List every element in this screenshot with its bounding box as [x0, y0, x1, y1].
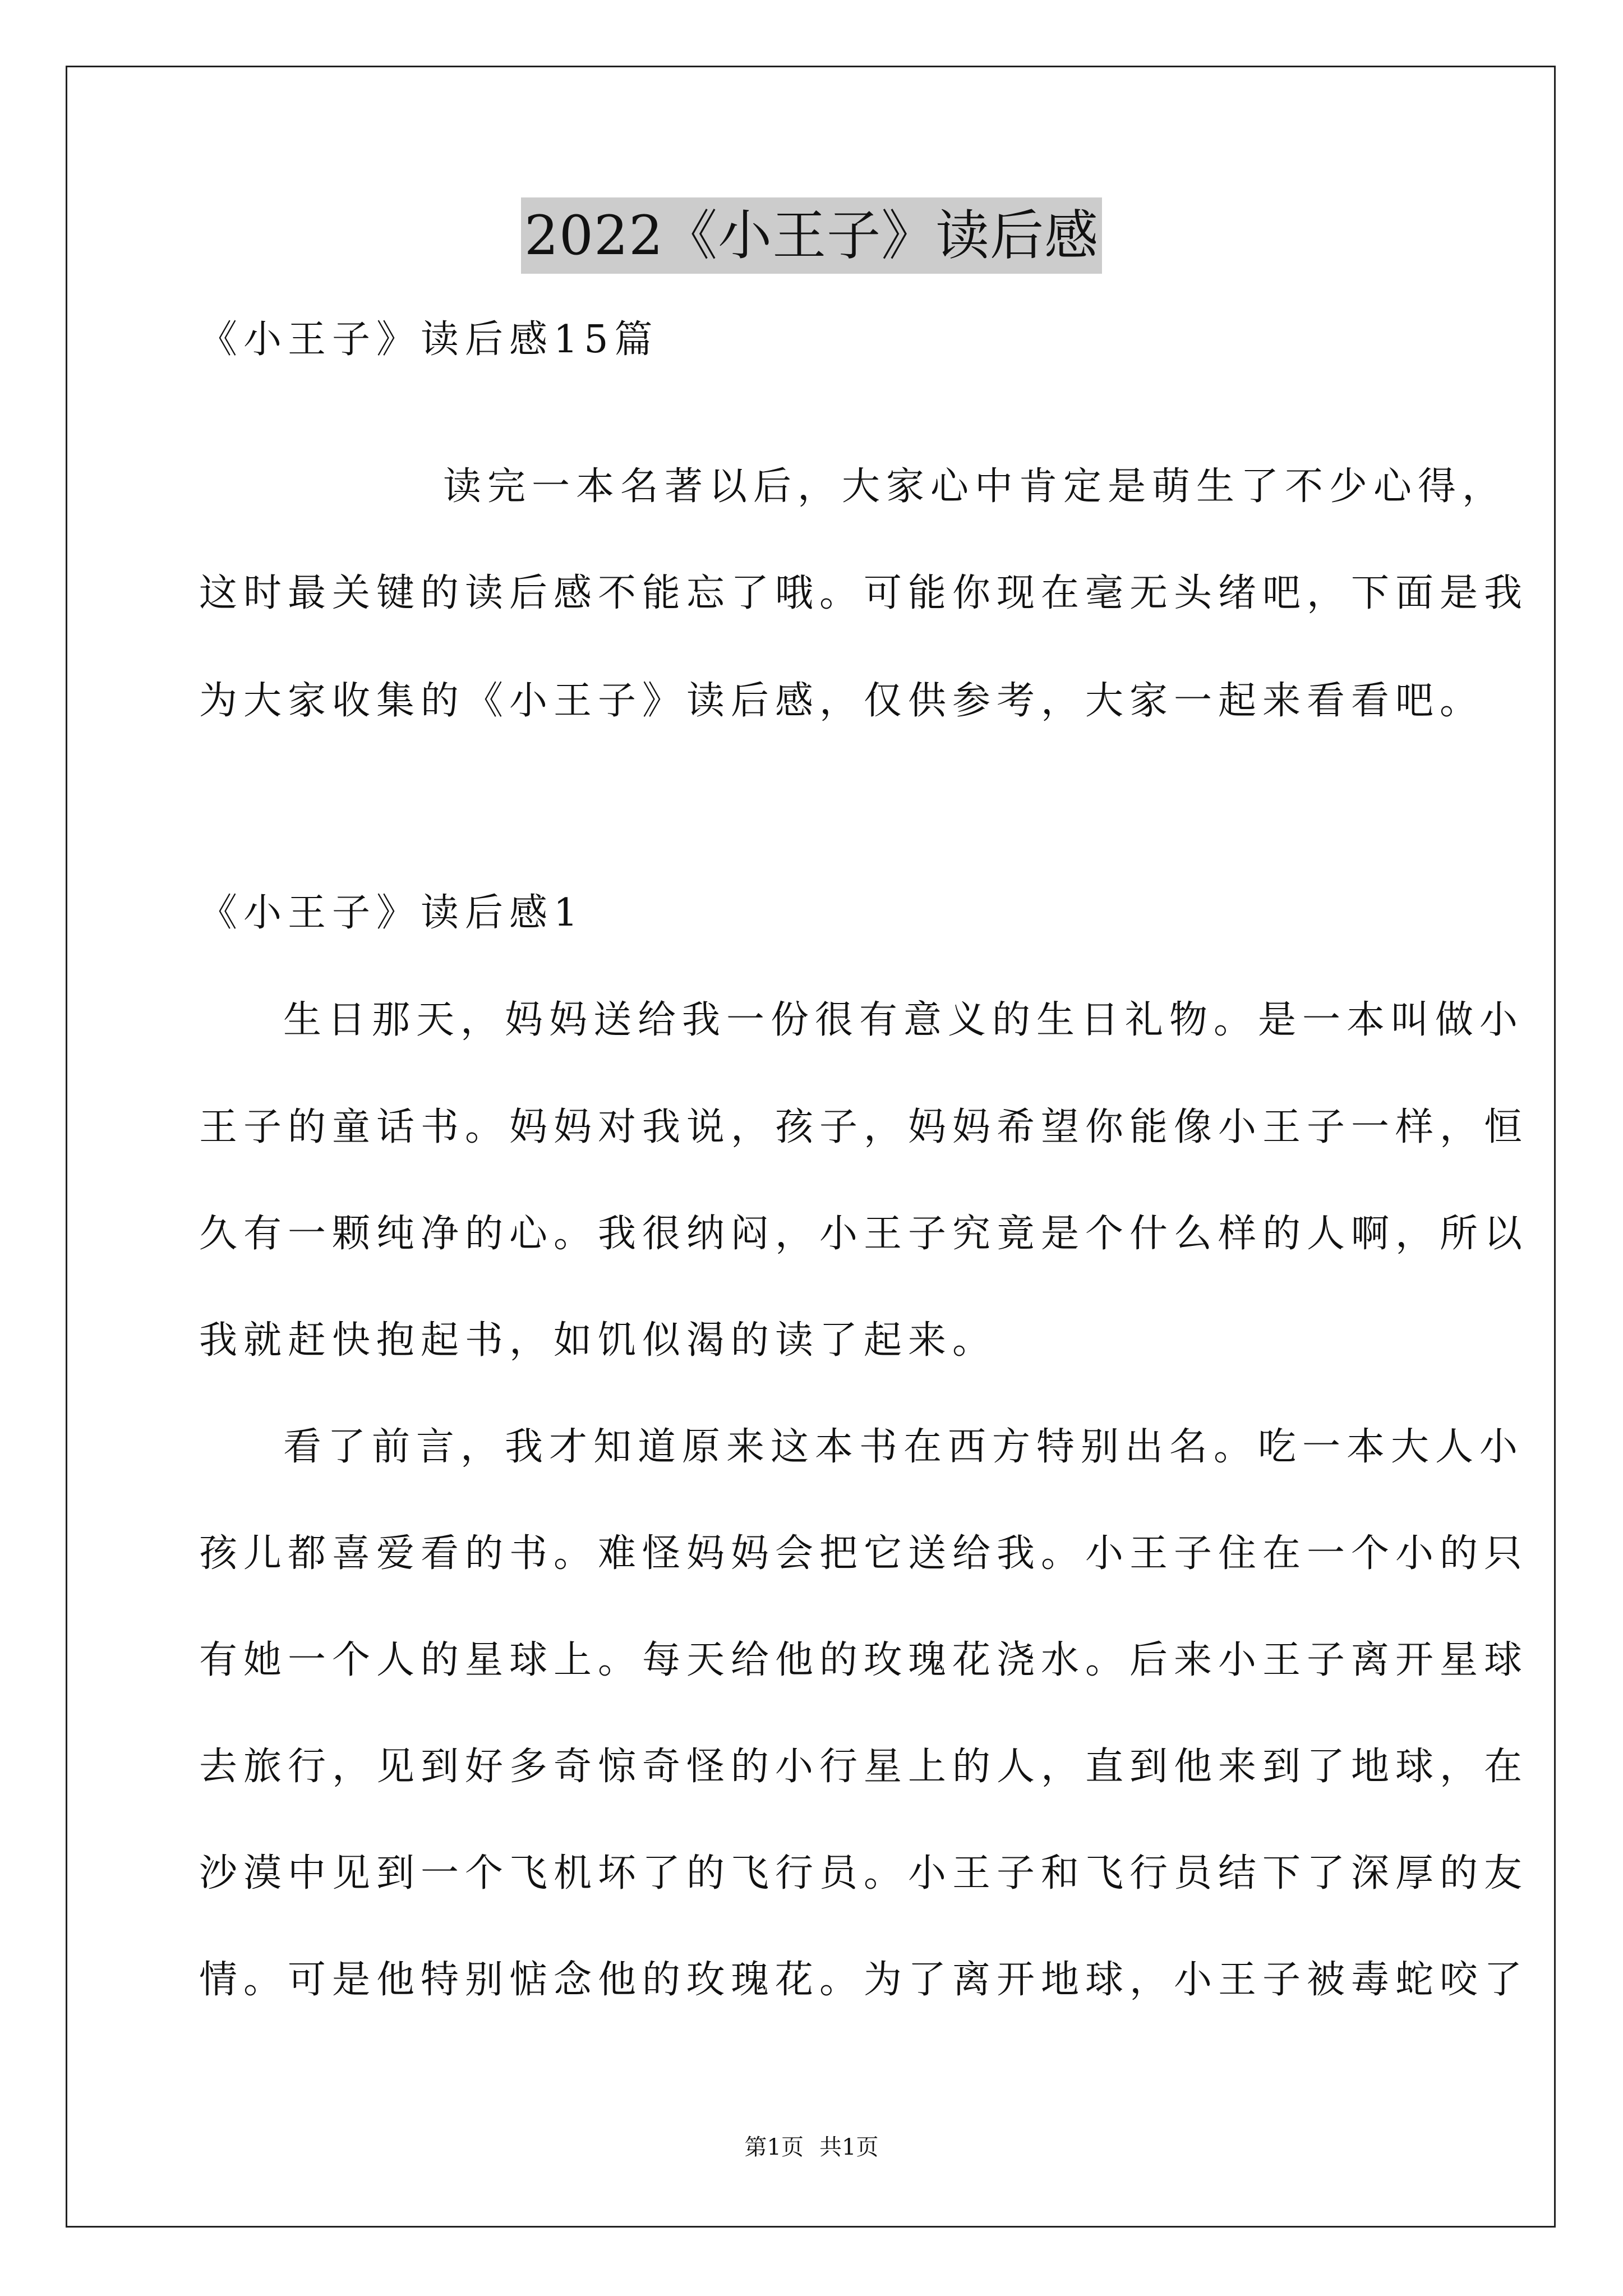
paragraph-line: 看了前言，我才知道原来这本书在西方特别出名。吃一本大人小 — [283, 1425, 1524, 1469]
paragraph-line: 久有一颗纯净的心。我很纳闷，小王子究竟是个什么样的人啊，所以 — [199, 1212, 1529, 1256]
page-footer — [0, 2132, 1623, 2163]
intro-line: 这时最关键的读后感不能忘了哦。可能你现在毫无头绪吧，下面是我 — [199, 571, 1529, 615]
page-number: 第1页 — [744, 2134, 804, 2160]
section-heading: 《小王子》读后感1 — [199, 891, 584, 935]
intro-line: 为大家收集的《小王子》读后感，仅供参考，大家一起来看看吧。 — [199, 679, 1484, 723]
subtitle: 《小王子》读后感15篇 — [199, 318, 659, 362]
intro-line: 读完一本名著以后，大家心中肯定是萌生了不少心得， — [443, 464, 1507, 509]
paragraph-line: 生日那天，妈妈送给我一份很有意义的生日礼物。是一本叫做小 — [283, 998, 1524, 1042]
title-container — [0, 197, 1623, 274]
paragraph-line: 我就赶快抱起书，如饥似渴的读了起来。 — [199, 1318, 997, 1363]
paragraph-line: 情。可是他特别惦念他的玫瑰花。为了离开地球，小王子被毒蛇咬了 — [199, 1958, 1529, 2002]
paragraph-line: 有她一个人的星球上。每天给他的玫瑰花浇水。后来小王子离开星球 — [199, 1638, 1529, 1682]
paragraph-line: 沙漠中见到一个飞机坏了的飞行员。小王子和飞行员结下了深厚的友 — [199, 1851, 1529, 1895]
paragraph-line: 王子的童话书。妈妈对我说，孩子，妈妈希望你能像小王子一样，恒 — [199, 1105, 1529, 1149]
document-title: 2022《小王子》读后感 — [521, 197, 1102, 274]
paragraph-line: 孩儿都喜爱看的书。难怪妈妈会把它送给我。小王子住在一个小的只 — [199, 1531, 1529, 1576]
paragraph-line: 去旅行，见到好多奇惊奇怪的小行星上的人，直到他来到了地球，在 — [199, 1745, 1529, 1789]
page-total: 共1页 — [819, 2134, 879, 2160]
